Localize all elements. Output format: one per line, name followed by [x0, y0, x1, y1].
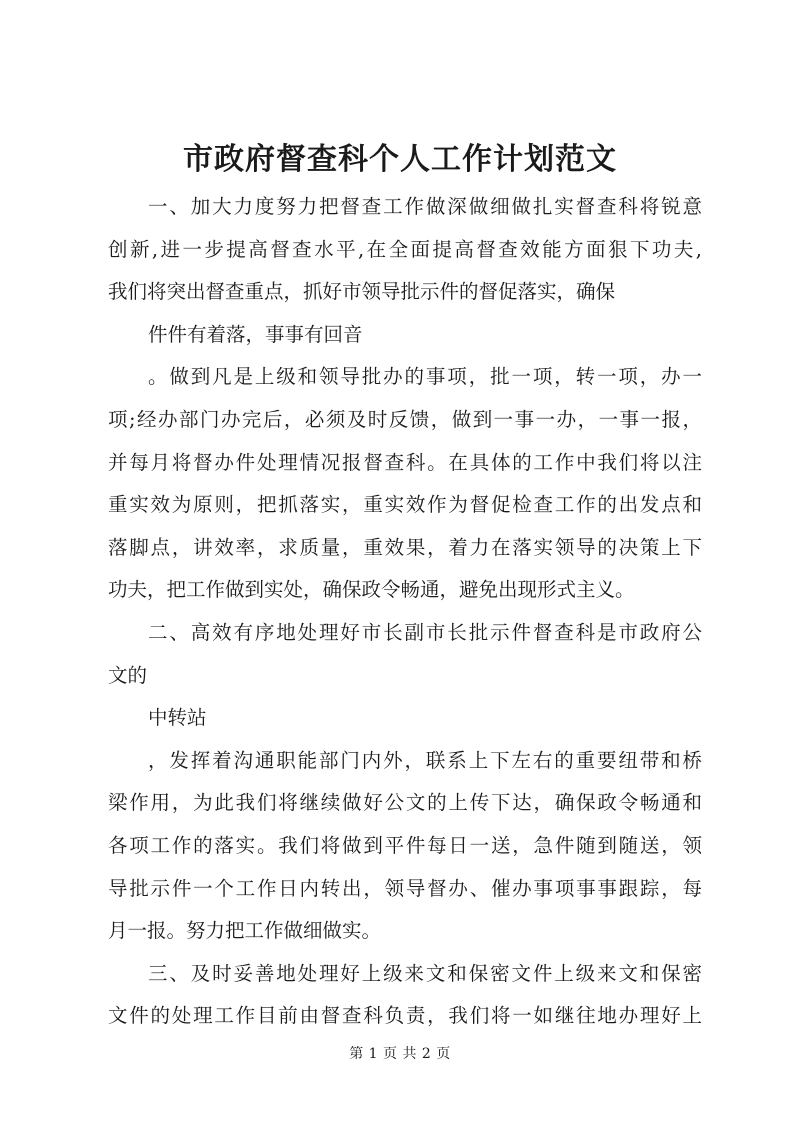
body-line: 我们将突出督查重点，抓好市领导批示件的督促落实，确保 — [108, 280, 616, 304]
body-line: 一、加大力度努力把督查工作做深做细做扎实督查科将锐意 — [148, 195, 702, 218]
body-line: 创新,进一步提高督查水平,在全面提高督查效能方面狠下功夫, — [108, 237, 702, 261]
body-line: 。做到凡是上级和领导批办的事项，批一项，转一项，办一 — [148, 365, 702, 389]
body-line: 文件的处理工作目前由督查科负责，我们将一如继往地办理好上 — [108, 1004, 702, 1028]
body-line: 重实效为原则，把抓落实，重实效作为督促检查工作的出发点和 — [108, 493, 702, 517]
body-line: 三、及时妥善地处理好上级来文和保密文件上级来文和保密 — [148, 961, 702, 985]
body-line: 项;经办部门办完后，必须及时反馈，做到一事一办，一事一报， — [108, 407, 702, 431]
body-line: 月一报。努力把工作做细做实。 — [108, 919, 382, 943]
document-body — [108, 186, 702, 1038]
body-line: 功夫，把工作做到实处，确保政令畅通，避免出现形式主义。 — [108, 578, 635, 602]
document-title: 市政府督查科个人工作计划范文 — [183, 142, 617, 177]
page-number: 第 1 页 共 2 页 — [349, 1046, 451, 1062]
body-line: 件件有着落，事事有回音 — [148, 322, 363, 346]
body-line: 并每月将督办件处理情况报督查科。在具体的工作中我们将以注 — [108, 450, 702, 474]
body-line: 落脚点，讲效率，求质量，重效果，着力在落实领导的决策上下 — [108, 535, 702, 559]
body-line: 二、高效有序地处理好市长副市长批示件督查科是市政府公 — [148, 620, 702, 644]
body-line: 各项工作的落实。我们将做到平件每日一送，急件随到随送，领 — [108, 833, 702, 857]
body-line: ，发挥着沟通职能部门内外，联系上下左右的重要纽带和桥 — [148, 748, 702, 772]
body-line: 导批示件一个工作日内转出，领导督办、催办事项事事跟踪，每 — [108, 876, 702, 900]
body-line: 文的 — [108, 663, 148, 687]
body-line: 梁作用，为此我们将继续做好公文的上传下达，确保政令畅通和 — [108, 791, 702, 815]
body-line: 中转站 — [148, 706, 207, 730]
